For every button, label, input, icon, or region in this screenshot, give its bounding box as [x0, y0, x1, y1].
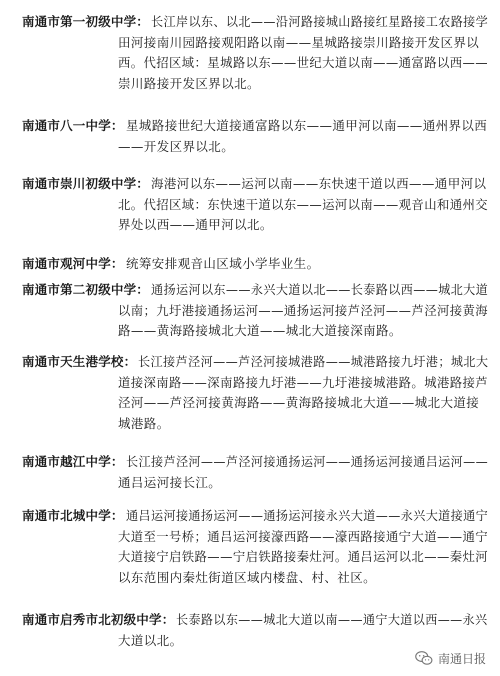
- catchment-text-line: 崇川路接开发区界以北。: [118, 75, 260, 91]
- school-name: 南通市八一中学：: [22, 118, 124, 133]
- catchment-text-first-line: 统筹安排观音山区域小学毕业生。: [126, 256, 320, 271]
- catchment-text-first-line: 通扬运河以东——永兴大道以北——长泰路以西——城北大道: [151, 282, 489, 297]
- catchment-text-line: 界处以西——通甲河以北。: [118, 217, 273, 232]
- catchment-text-line: 路——黄海路接城北大道——城北大道接深南路。: [118, 323, 402, 338]
- catchment-text-first-line: 海港河以东——运河以南——东快速干道以西——通甲河以: [151, 176, 487, 191]
- catchment-text-line: 泾河——芦泾河接黄海路——黄海路接城北大道——城北大道接: [118, 395, 480, 410]
- school-name: 南通市启秀市北初级中学：: [22, 612, 175, 627]
- school-name: 南通市第一初级中学：: [22, 14, 150, 29]
- school-name: 南通市越江中学：: [22, 454, 124, 469]
- school-name: 南通市崇川初级中学：: [22, 176, 150, 191]
- catchment-text-line: 以南；九圩港接通扬运河——通扬运河接芦泾河——芦泾河接黄海: [118, 302, 488, 318]
- catchment-text-line: 田河接南川园路接观阳路以南——星城路接崇川路接开发区界以: [118, 34, 480, 50]
- catchment-text-line: 大道至一号桥；通吕运河接濠西路——濠西路接通宁大道——通宁: [118, 528, 488, 544]
- catchment-text-line: 大道以北。: [118, 632, 183, 648]
- catchment-text-first-line: 长江岸以东、以北——沿河路接城山路接红星路接工农路接学: [151, 14, 489, 29]
- school-name: 南通市观河中学：: [22, 256, 124, 271]
- school-name: 南通市第二初级中学：: [22, 282, 150, 297]
- catchment-text-line: ——开发区界以北。: [118, 138, 235, 154]
- school-name: 南通市北城中学：: [22, 508, 124, 523]
- catchment-text-line: 以东范围内秦灶街道区域内楼盘、村、社区。: [118, 569, 377, 585]
- wechat-icon: [415, 650, 433, 666]
- catchment-text-first-line: 长泰路以东——城北大道以南——通宁大道以西——永兴: [176, 612, 488, 627]
- watermark-text: 南通日报: [437, 651, 486, 666]
- catchment-text-line: 通吕运河接长江。: [118, 474, 222, 490]
- catchment-text-line: 城港路。: [118, 415, 170, 431]
- catchment-text-line: 西。代招区域：星城路以东——世纪大道以南——通富路以西——: [118, 55, 488, 70]
- catchment-text-first-line: 通吕运河接通扬运河——通扬运河接永兴大道——永兴大道接通宁: [126, 508, 489, 523]
- watermark: [415, 648, 486, 668]
- catchment-text-line: 道接深南路——深南路接九圩港——九圩港接城港路。城港路接芦: [118, 374, 488, 390]
- catchment-text-first-line: 星城路接世纪大道接通富路以东——通甲河以南——通州界以西: [126, 118, 488, 133]
- catchment-text-line: 大道接宁启铁路——宁启铁路接秦灶河。通吕运河以北——秦灶河: [118, 549, 488, 564]
- catchment-text-first-line: 长江接芦泾河——芦泾河接城港路——城港路接九圩港；城北大: [138, 354, 489, 369]
- catchment-text-first-line: 长江接芦泾河——芦泾河接通扬运河——通扬运河接通吕运河——: [126, 454, 489, 469]
- school-name: 南通市天生港学校：: [22, 354, 137, 369]
- catchment-text-line: 北。代招区域：东快速干道以东——运河以南——观音山和通州交: [118, 196, 488, 212]
